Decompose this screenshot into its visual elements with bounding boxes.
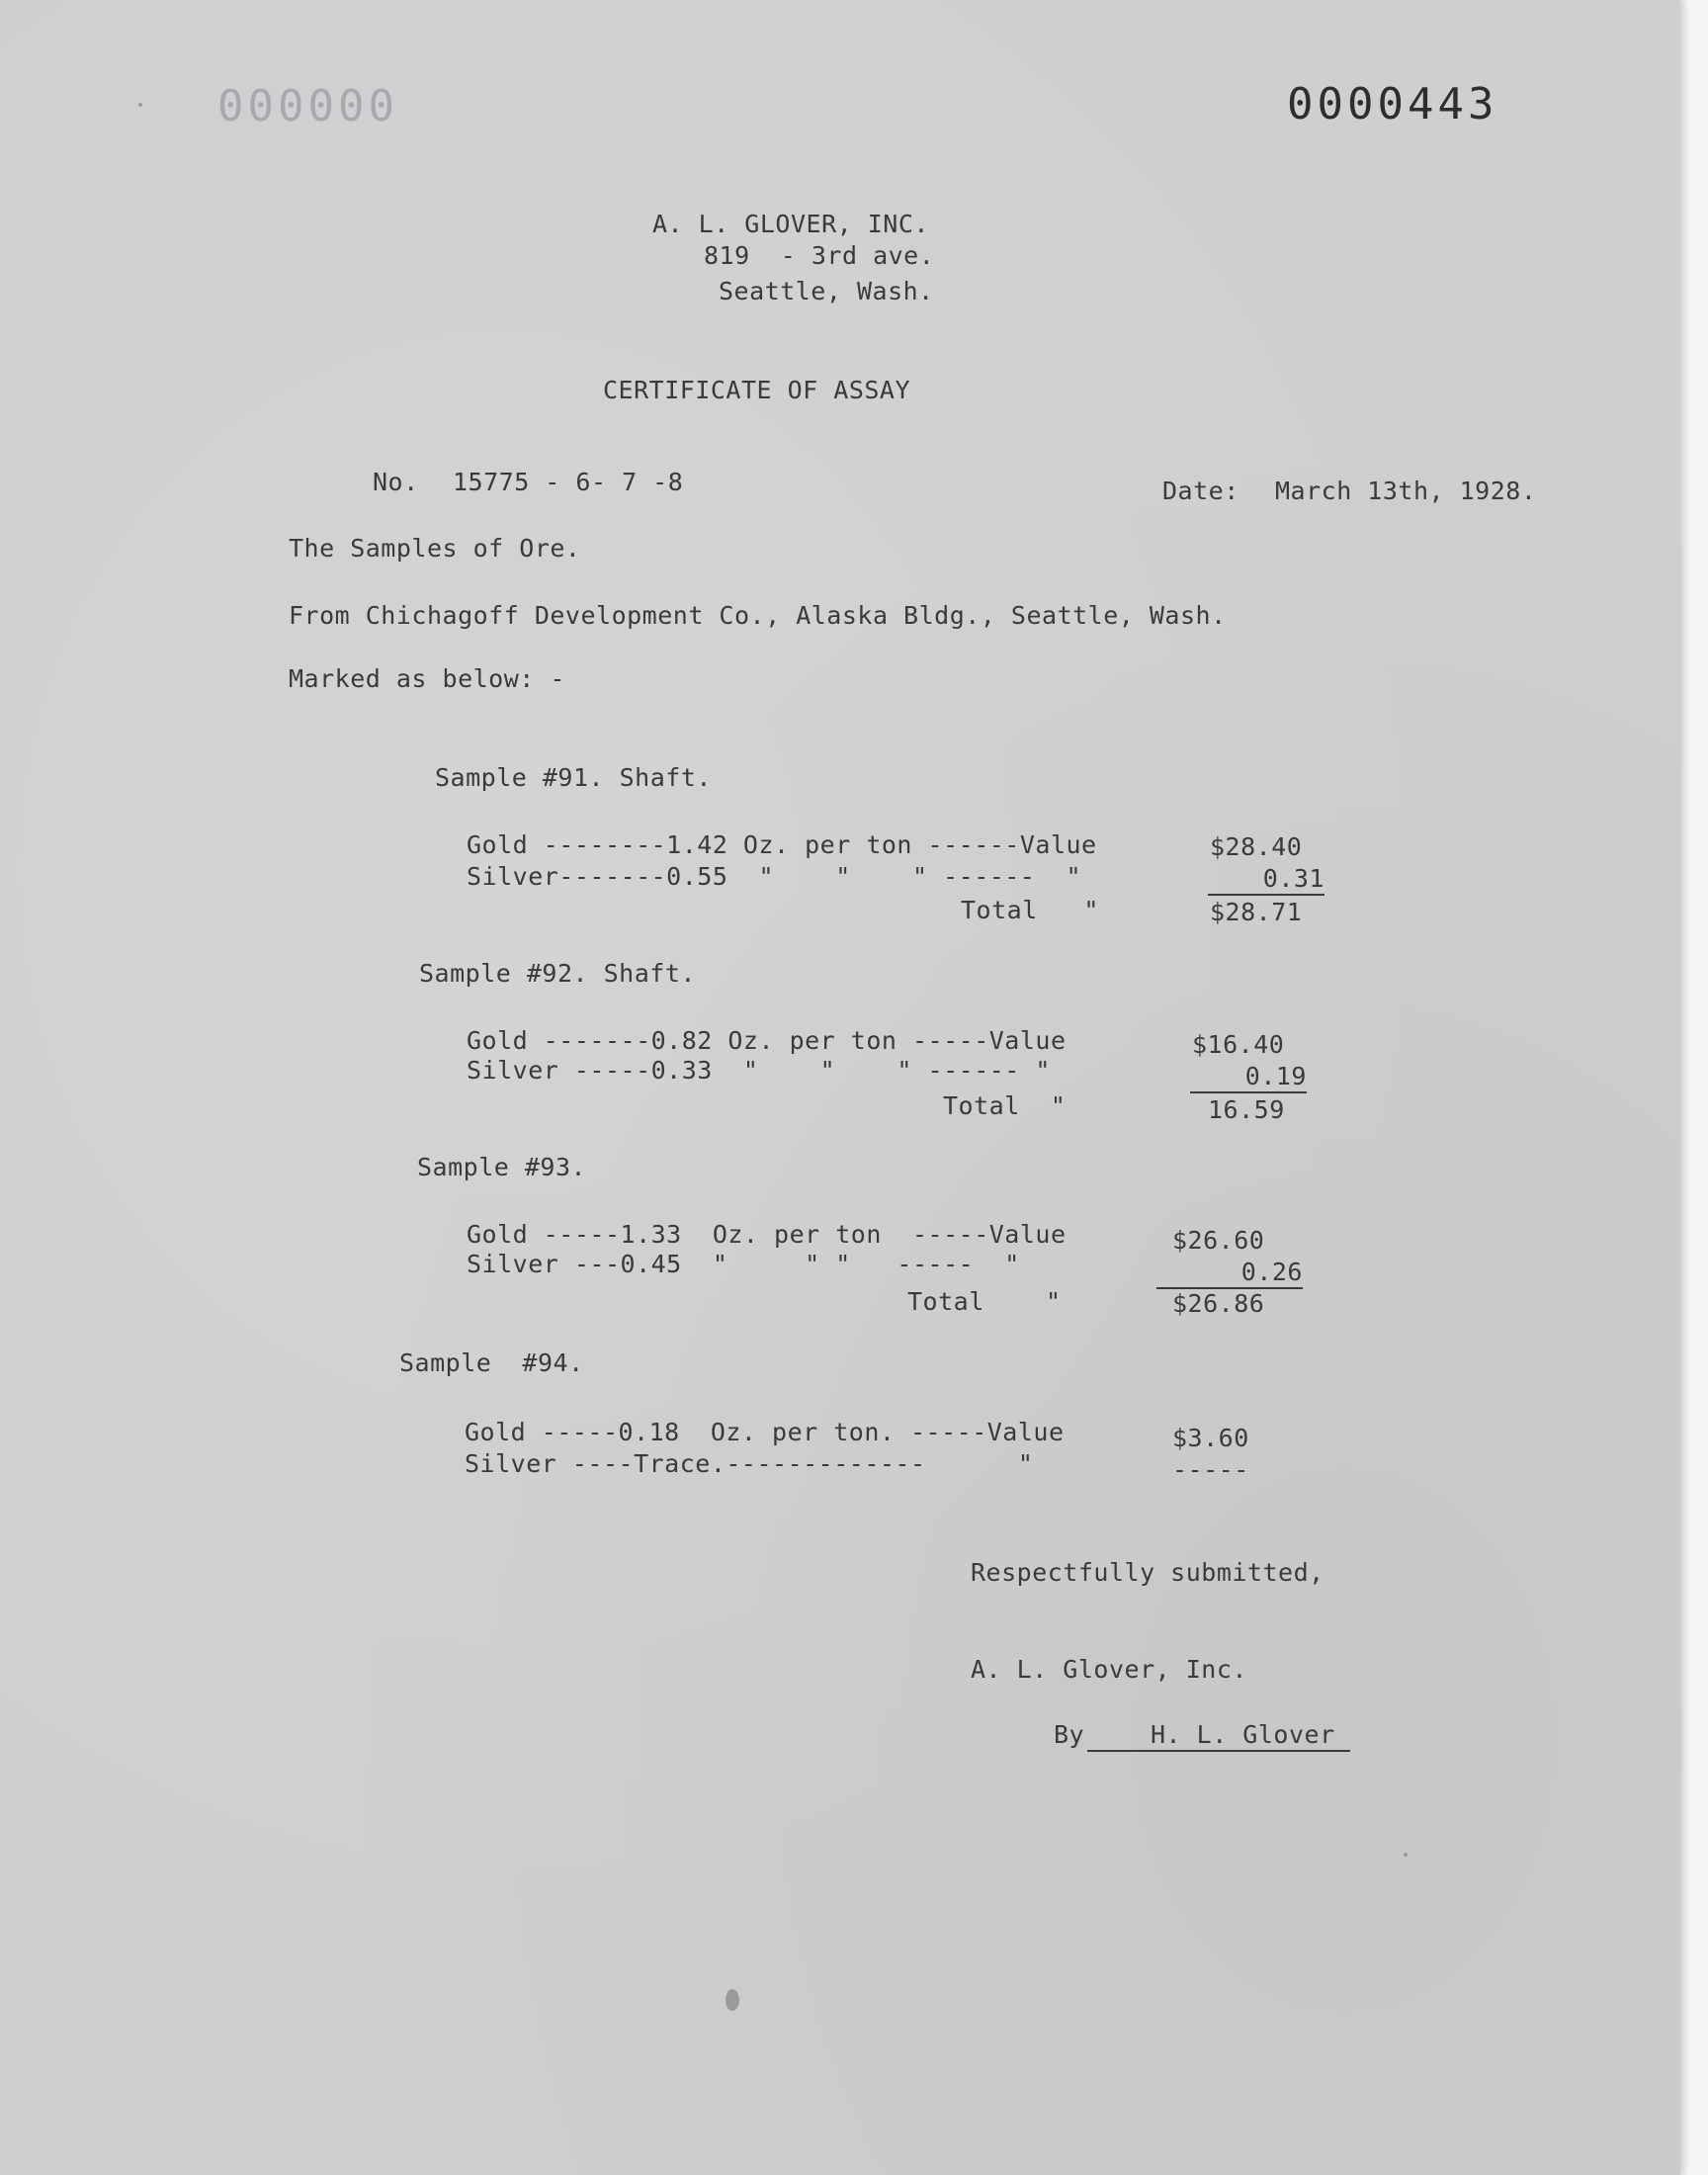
silver-value: ----- <box>1172 1455 1249 1484</box>
sample-heading: Sample #94. <box>399 1348 584 1377</box>
certificate-number: 15775 - 6- 7 -8 <box>453 468 684 496</box>
gold-value: $16.40 <box>1192 1030 1285 1059</box>
company-name: A. L. GLOVER, INC. <box>652 210 929 238</box>
gold-value: $26.60 <box>1172 1226 1265 1255</box>
silver-assay-line: Silver ----Trace.------------- " <box>465 1449 1034 1478</box>
company-street: 819 - 3rd ave. <box>704 241 935 270</box>
faint-stamp-number: 000000 <box>217 81 398 131</box>
closing-company: A. L. Glover, Inc. <box>971 1655 1247 1684</box>
dust-speck <box>138 103 142 107</box>
sample-heading: Sample #92. Shaft. <box>419 959 696 988</box>
total-value: 16.59 <box>1208 1095 1285 1124</box>
sample-heading: Sample #91. Shaft. <box>435 763 712 792</box>
signature-by-label: By <box>1054 1720 1085 1749</box>
page-stamp-number: 0000443 <box>1287 79 1498 130</box>
silver-value: 0.26 <box>1156 1258 1303 1289</box>
total-value: $28.71 <box>1210 898 1303 926</box>
total-label: Total " <box>907 1287 1062 1316</box>
document-title: CERTIFICATE OF ASSAY <box>603 376 911 404</box>
silver-value: 0.19 <box>1190 1062 1307 1093</box>
dust-speck <box>1404 1853 1408 1857</box>
total-label: Total " <box>943 1091 1067 1120</box>
ink-smudge <box>726 1989 739 2011</box>
sample-heading: Sample #93. <box>417 1153 587 1181</box>
total-value: $26.86 <box>1172 1289 1265 1318</box>
date-value: March 13th, 1928. <box>1275 477 1537 505</box>
intro-samples-line: The Samples of Ore. <box>289 534 581 563</box>
signature-line <box>1087 1750 1350 1752</box>
gold-value: $28.40 <box>1210 832 1303 861</box>
intro-marked-line: Marked as below: - <box>289 664 565 693</box>
gold-value: $3.60 <box>1172 1424 1249 1452</box>
date-label: Date: <box>1162 477 1239 505</box>
gold-assay-line: Gold -----0.18 Oz. per ton. -----Value <box>465 1418 1065 1446</box>
closing-salutation: Respectfully submitted, <box>971 1558 1324 1587</box>
silver-assay-line: Silver ---0.45 " " " ----- " <box>467 1250 1020 1278</box>
signer-name: H. L. Glover <box>1151 1720 1335 1749</box>
company-city: Seattle, Wash. <box>719 277 934 305</box>
certificate-number-label: No. <box>373 468 419 496</box>
silver-assay-line: Silver -----0.33 " " " ------ " <box>467 1056 1051 1085</box>
gold-assay-line: Gold -----1.33 Oz. per ton -----Value <box>467 1220 1067 1249</box>
intro-from-line: From Chichagoff Development Co., Alaska Bldg., Seattle, Wash. <box>289 601 1227 630</box>
silver-assay-line: Silver-------0.55 " " " ------ " <box>467 862 1082 891</box>
total-label: Total " <box>961 896 1099 924</box>
silver-value: 0.31 <box>1208 864 1324 896</box>
gold-assay-line: Gold --------1.42 Oz. per ton ------Value <box>467 830 1097 859</box>
gold-assay-line: Gold -------0.82 Oz. per ton -----Value <box>467 1026 1067 1055</box>
